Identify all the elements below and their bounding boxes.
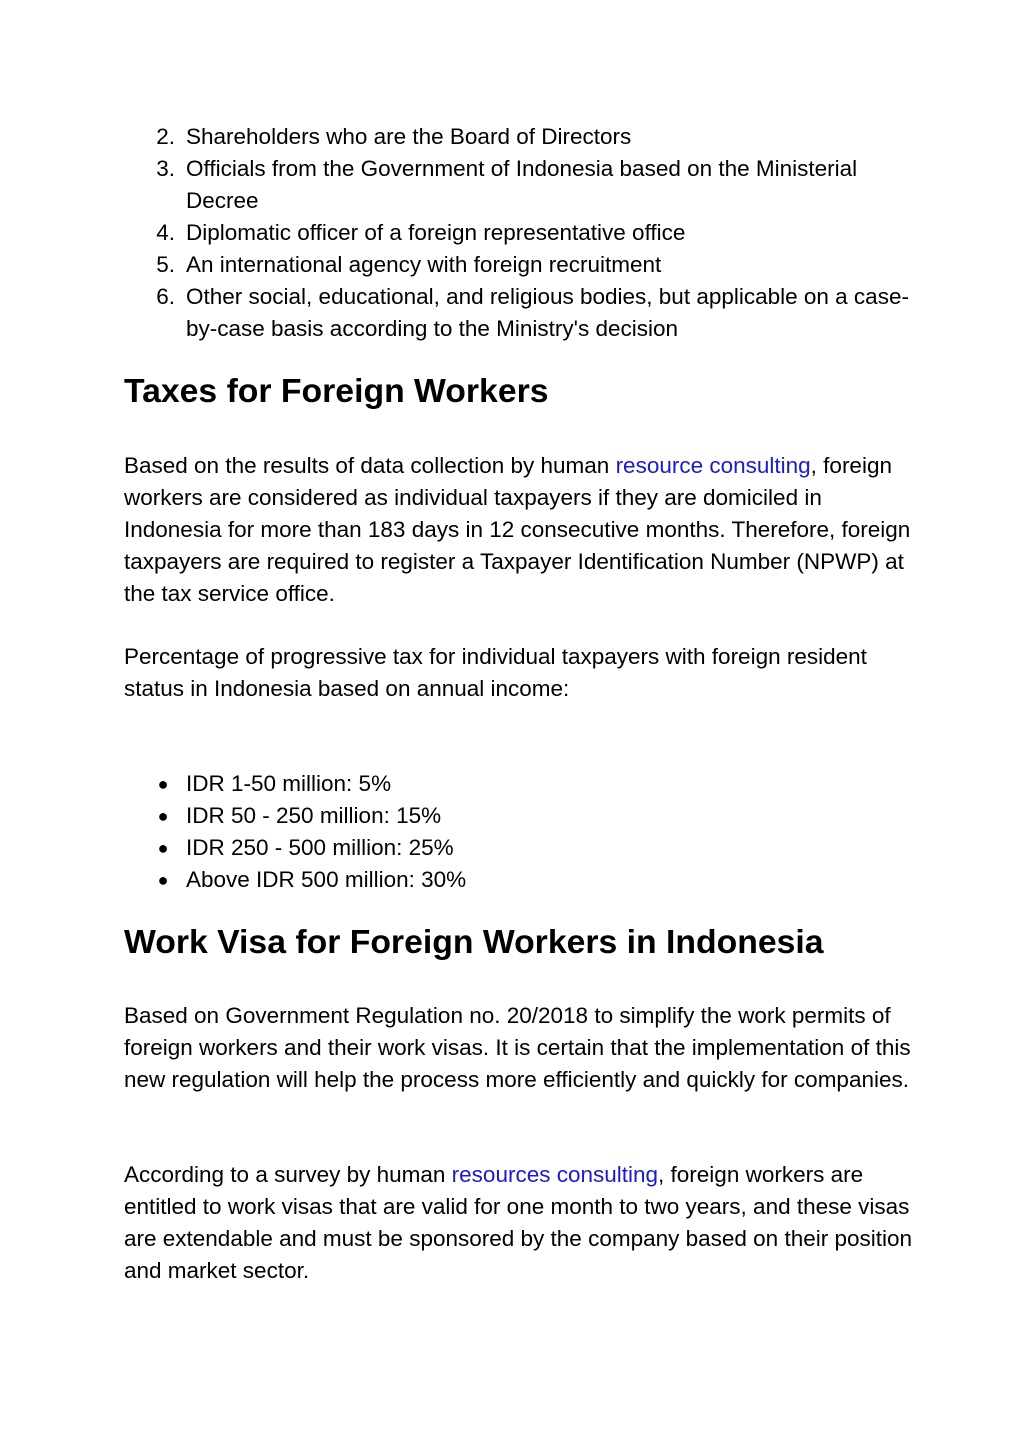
bullet-icon: ●	[157, 774, 169, 794]
list-number: 3.	[156, 156, 175, 181]
taxes-paragraph-progressive-tax: Percentage of progressive tax for individual taxpayers with foreign resident status in Indonesia based on annual income:	[124, 644, 867, 701]
list-item	[124, 153, 914, 217]
numbered-list	[124, 121, 914, 345]
list-item-text: Shareholders who are the Board of Directors	[186, 124, 632, 149]
list-item	[124, 121, 914, 153]
list-number: 2.	[156, 124, 175, 149]
list-number: 5.	[156, 252, 175, 277]
list-item	[124, 864, 914, 896]
list-item	[124, 768, 914, 800]
list-item	[124, 217, 914, 249]
bullet-icon: ●	[157, 838, 169, 858]
tax-brackets-list	[124, 768, 914, 896]
tax-bracket-text: Above IDR 500 million: 30%	[186, 867, 467, 892]
list-item	[124, 832, 914, 864]
tax-bracket-text: IDR 250 - 500 million: 25%	[186, 835, 454, 860]
list-number: 6.	[156, 284, 175, 309]
tax-bracket-text: IDR 50 - 250 million: 15%	[186, 803, 442, 828]
visa-paragraph-regulation: Based on Government Regulation no. 20/2018 to simplify the work permits of foreign workers and their work visas. It is certain that the implementation of this new regulation will help the process more efficiently and quickly for companies.	[124, 1003, 911, 1092]
paragraph-text: , foreign workers are considered as individual taxpayers if they are domiciled in Indonesia for more than 183 days in 12 consecutive months. Therefore, foreign taxpayers are required to register a Taxpayer Identification Number (NPWP) at the tax service office.	[124, 453, 911, 606]
paragraph-text: According to a survey by human	[124, 1162, 452, 1187]
list-item	[124, 800, 914, 832]
bullet-icon: ●	[157, 806, 169, 826]
list-number: 4.	[156, 220, 175, 245]
resource-consulting-link[interactable]: resource consulting	[615, 453, 811, 478]
paragraph-text: , foreign workers are entitled to work visas that are valid for one month to two years, and these visas are extendable and must be sponsored by the company based on their position and market sector.	[124, 1162, 913, 1283]
list-item-text: Other social, educational, and religious bodies, but applicable on a case-by-case basis according to the Ministry's decision	[186, 284, 909, 341]
list-item-text: Diplomatic officer of a foreign representative office	[186, 220, 686, 245]
visa-paragraph-survey	[124, 1159, 914, 1287]
tax-bracket-text: IDR 1-50 million: 5%	[186, 771, 392, 796]
taxes-heading: Taxes for Foreign Workers	[124, 372, 549, 410]
paragraph-text: Based on the results of data collection by human	[124, 453, 616, 478]
list-item	[124, 249, 914, 281]
list-item-text: Officials from the Government of Indonesia based on the Ministerial Decree	[186, 156, 858, 213]
work-visa-heading: Work Visa for Foreign Workers in Indonesia	[124, 923, 824, 961]
list-item-text: An international agency with foreign recruitment	[186, 252, 662, 277]
bullet-icon: ●	[157, 870, 169, 890]
resources-consulting-link[interactable]: resources consulting	[451, 1162, 659, 1187]
list-item	[124, 281, 914, 345]
taxes-paragraph-data-collection	[124, 450, 914, 610]
